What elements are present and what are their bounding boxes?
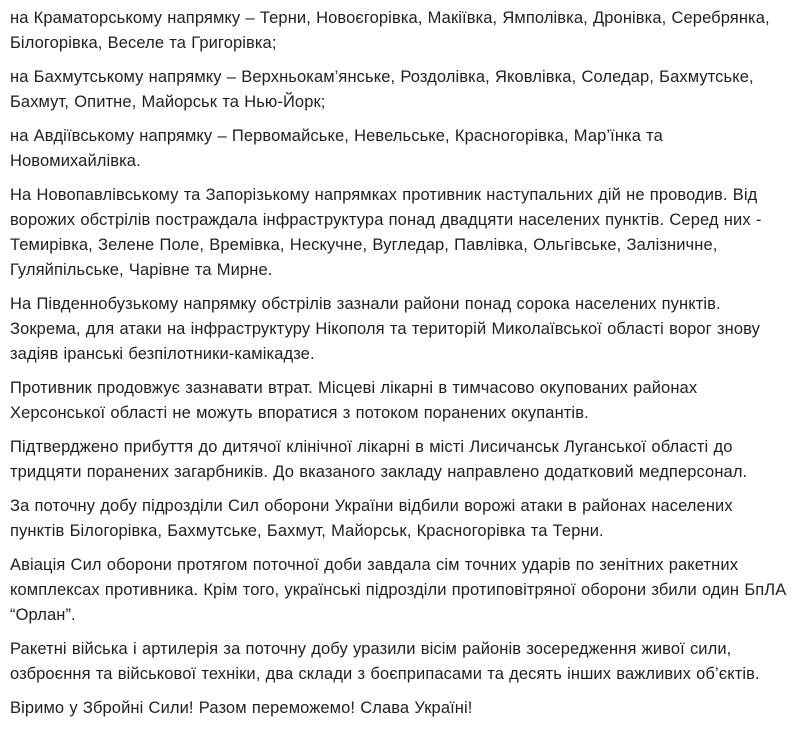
paragraph: Противник продовжує зазнавати втрат. Місцеві лікарні в тимчасово окупованих районах Херсонської області не можуть впоратися з потоком поранених окупантів. <box>10 379 698 422</box>
paragraph: Віримо у Збройні Сили! Разом переможемо! Слава Україні! <box>10 699 473 717</box>
paragraph: на Бахмутському напрямку – Верхньокам’янське, Роздолівка, Яковлівка, Соледар, Бахмутське, Бахмут, Опитне, Майорськ та Нью-Йорк; <box>10 68 754 111</box>
paragraph: На Південнобузькому напрямку обстрілів зазнали райони понад сорока населених пунктів. Зокрема, для атаки на інфраструктуру Нікополя та територій Миколаївської області ворог знову задіяв іранські безпілотники-камікадзе. <box>10 295 760 363</box>
paragraph: Ракетні війська і артилерія за поточну добу уразили вісім районів зосередження живої сили, озброєння та військової техніки, два склади з боєприпасами та десять інших важливих об’єктів. <box>10 640 760 683</box>
paragraph: на Авдіївському напрямку – Первомайське, Невельське, Красногорівка, Мар’їнка та Новомихайлівка. <box>10 127 663 170</box>
paragraph: На Новопавлівському та Запорізькому напрямках противник наступальних дій не проводив. Від ворожих обстрілів постраждала інфраструктура понад двадцяти населених пунктів. Серед них - Темирівка, Зелене Поле, Времівка, Нескучне, Вугледар, Павлівка, Ольгівське, Залізничне, Гуляйпільське, Чарівне та Мирне. <box>10 186 762 279</box>
paragraph: За поточну добу підрозділи Сил оборони України відбили ворожі атаки в районах населених пунктів Білогорівка, Бахмутське, Бахмут, Майорськ, Красногорівка та Терни. <box>10 497 733 540</box>
paragraph: на Краматорському напрямку – Терни, Новоєгорівка, Макіївка, Ямполівка, Дронівка, Серебрянка, Білогорівка, Веселе та Григорівка; <box>10 9 770 52</box>
paragraph: Авіація Сил оборони протягом поточної доби завдала сім точних ударів по зенітних ракетних комплексах противника. Крім того, українські підрозділи протиповітряної оборони збили один БпЛА “Орлан”. <box>10 556 787 624</box>
paragraph: Підтверджено прибуття до дитячої клінічної лікарні в місті Лисичанськ Луганської області до тридцяти поранених загарбників. До вказаного закладу направлено додатковий медперсонал. <box>10 438 748 481</box>
